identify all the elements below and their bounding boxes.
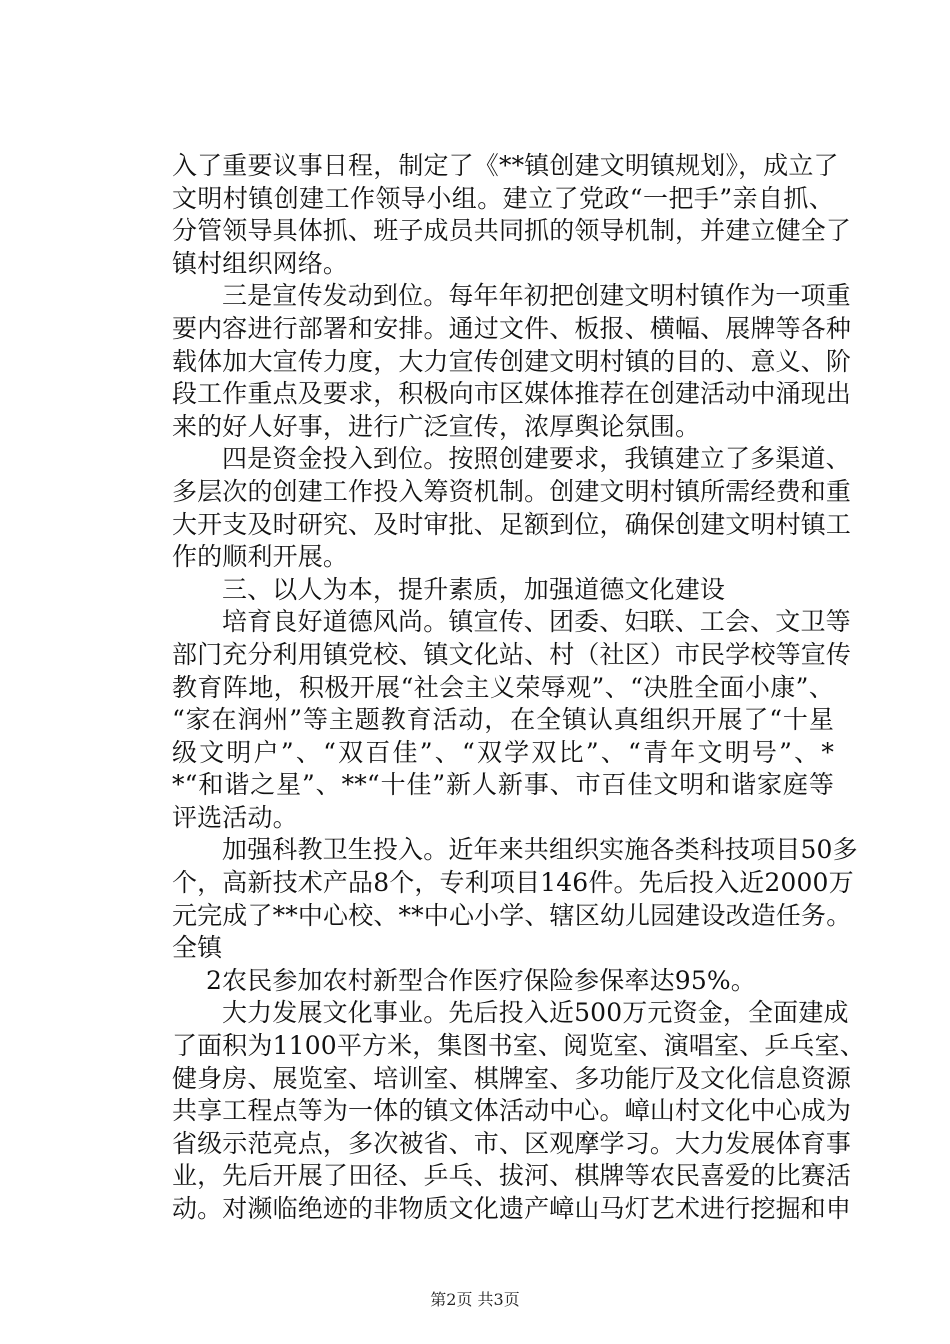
text-line: 省级示范亮点，多次被省、市、区观摩学习。大力发展体育事 xyxy=(172,1128,852,1158)
text-line: 培育良好道德风尚。镇宣传、团委、妇联、工会、文卫等 xyxy=(222,607,851,637)
text-line: 四是资金投入到位。按照创建要求，我镇建立了多渠道、 xyxy=(222,444,851,474)
text-line: “家在润州”等主题教育活动，在全镇认真组织开展了“十星 xyxy=(172,705,834,735)
text-line: 三是宣传发动到位。每年年初把创建文明村镇作为一项重 xyxy=(222,281,851,311)
text-line: 元完成了**中心校、**中心小学、辖区幼儿园建设改造任务。 xyxy=(172,900,852,930)
text-line: 全镇 xyxy=(172,933,223,963)
text-line: 共享工程点等为一体的镇文体活动中心。嶂山村文化中心成为 xyxy=(172,1096,852,1126)
text-line: 教育阵地，积极开展“社会主义荣辱观”、“决胜全面小康”、 xyxy=(172,672,834,702)
text-line: 2农民参加农村新型合作医疗保险参保率达95%。 xyxy=(206,965,756,995)
text-line: 来的好人好事，进行广泛宣传，浓厚舆论氛围。 xyxy=(172,411,701,441)
text-line: 大开支及时研究、及时审批、足额到位，确保创建文明村镇工 xyxy=(172,509,852,539)
text-line: 评选活动。 xyxy=(172,802,298,832)
body-text xyxy=(172,150,865,1226)
text-line: 作的顺利开展。 xyxy=(172,542,349,572)
text-line: 动。对濒临绝迹的非物质文化遗产嶂山马灯艺术进行挖掘和申 xyxy=(172,1194,852,1223)
text-line: 段工作重点及要求，积极向市区媒体推荐在创建活动中涌现出 xyxy=(172,379,852,409)
text-line: 级文明户”、“双百佳”、“双学双比”、“青年文明号”、* xyxy=(172,737,834,767)
text-line: 文明村镇创建工作领导小组。建立了党政“一把手”亲自抓、 xyxy=(172,183,834,213)
text-line: 了面积为1100平方米，集图书室、阅览室、演唱室、乒乓室、 xyxy=(172,1031,865,1061)
section-heading: 三、以人为本，提升素质，加强道德文化建设 xyxy=(222,574,726,604)
text-line: 多层次的创建工作投入筹资机制。创建文明村镇所需经费和重 xyxy=(172,476,852,506)
text-line: 载体加大宣传力度，大力宣传创建文明村镇的目的、意义、阶 xyxy=(172,346,852,376)
text-line: 部门充分利用镇党校、镇文化站、村（社区）市民学校等宣传 xyxy=(172,639,852,669)
text-line: 业，先后开展了田径、乒乓、拔河、棋牌等农民喜爱的比赛活 xyxy=(172,1161,852,1191)
text-line: *“和谐之星”、**“十佳”新人新事、市百佳文明和谐家庭等 xyxy=(172,770,834,800)
text-line: 入了重要议事日程，制定了《**镇创建文明镇规划》，成立了 xyxy=(172,151,839,180)
text-line: 镇村组织网络。 xyxy=(172,248,349,278)
text-line: 分管领导具体抓、班子成员共同抓的领导机制，并建立健全了 xyxy=(172,216,852,246)
text-line: 要内容进行部署和安排。通过文件、板报、横幅、展牌等各种 xyxy=(172,313,852,343)
text-line: 健身房、展览室、培训室、棋牌室、多功能厅及文化信息资源 xyxy=(172,1063,852,1093)
text-line: 加强科教卫生投入。近年来共组织实施各类科技项目50多 xyxy=(222,835,858,865)
text-line: 个，高新技术产品8个，专利项目146件。先后投入近2000万 xyxy=(172,868,854,898)
text-line: 大力发展文化事业。先后投入近500万元资金，全面建成 xyxy=(222,998,849,1028)
page-footer: 第2页 共3页 xyxy=(430,1290,520,1309)
